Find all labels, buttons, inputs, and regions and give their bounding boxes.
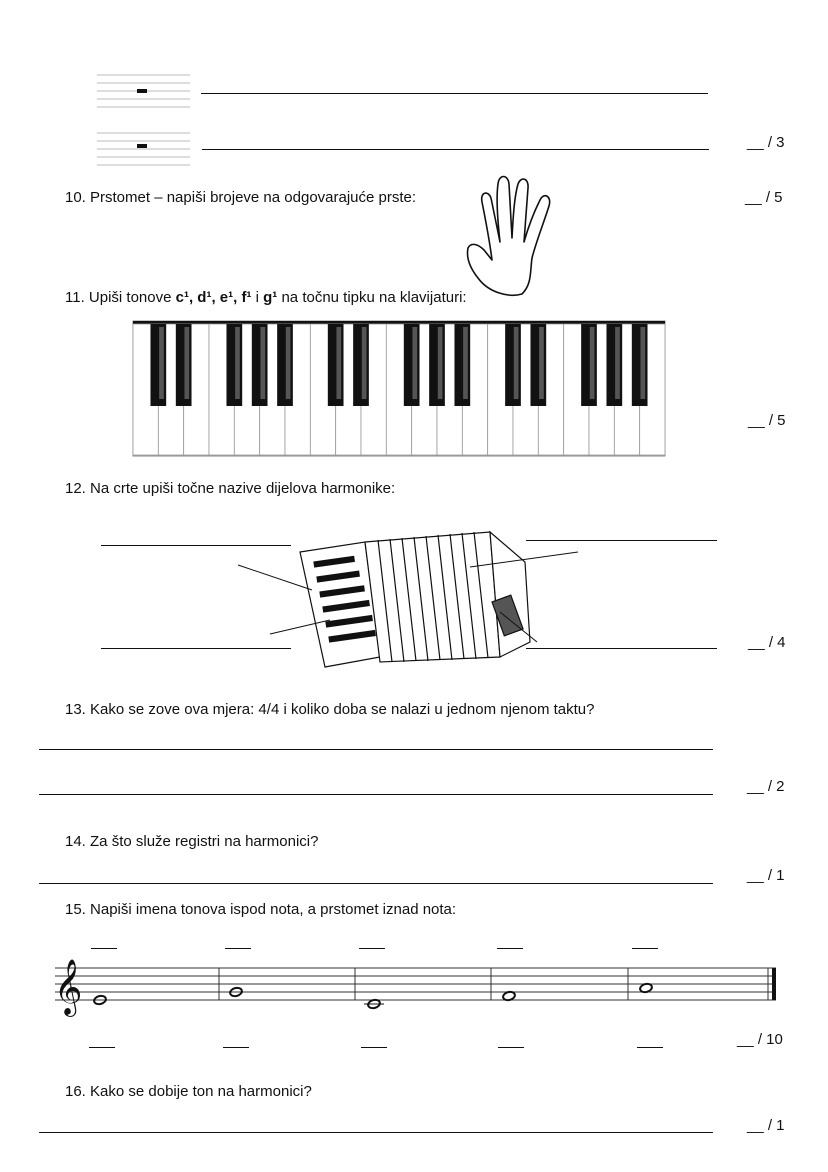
score-q14: __ / 1 xyxy=(747,867,785,884)
fingering-blank[interactable] xyxy=(359,948,385,949)
black-key-highlight xyxy=(640,327,645,399)
note-name-blank[interactable] xyxy=(498,1047,524,1048)
score-q9: __ / 3 xyxy=(747,134,785,151)
black-key-highlight xyxy=(539,327,544,399)
question-11: 11. Upiši tonove c¹, d¹, e¹, f¹ i g¹ na točnu tipku na klavijaturi: xyxy=(65,289,467,306)
answer-line[interactable] xyxy=(201,93,708,94)
black-key-highlight xyxy=(235,327,240,399)
staff-rest-2 xyxy=(97,130,192,172)
black-key-highlight xyxy=(438,327,443,399)
answer-line[interactable] xyxy=(202,149,709,150)
note-name-blank[interactable] xyxy=(361,1047,387,1048)
svg-text:𝄞: 𝄞 xyxy=(54,959,83,1015)
answer-line[interactable] xyxy=(39,749,713,750)
note-name-blank[interactable] xyxy=(223,1047,249,1048)
black-key-highlight xyxy=(184,327,189,399)
answer-line[interactable] xyxy=(39,883,713,884)
fingering-blank[interactable] xyxy=(497,948,523,949)
black-key[interactable] xyxy=(328,324,344,406)
black-key-highlight xyxy=(260,327,265,399)
hand-outline-icon[interactable] xyxy=(460,172,580,302)
black-key-highlight xyxy=(514,327,519,399)
score-q11: __ / 5 xyxy=(748,412,786,429)
score-q10: __ / 5 xyxy=(745,189,783,206)
black-key-highlight xyxy=(615,327,620,399)
black-key-highlight xyxy=(412,327,417,399)
black-key[interactable] xyxy=(454,324,470,406)
answer-line[interactable] xyxy=(39,1132,713,1133)
black-key-highlight xyxy=(362,327,367,399)
black-key-highlight xyxy=(336,327,341,399)
note-name-blank[interactable] xyxy=(637,1047,663,1048)
fingering-blank[interactable] xyxy=(632,948,658,949)
score-q12: __ / 4 xyxy=(748,634,786,651)
fingering-blank[interactable] xyxy=(225,948,251,949)
question-10: 10. Prstomet – napiši brojeve na odgovarajuće prste: xyxy=(65,189,417,206)
black-key[interactable] xyxy=(226,324,242,406)
black-key-highlight xyxy=(159,327,164,399)
question-16: 16. Kako se dobije ton na harmonici? xyxy=(65,1083,312,1100)
black-key-highlight xyxy=(286,327,291,399)
score-q16: __ / 1 xyxy=(747,1117,785,1134)
score-q13: __ / 2 xyxy=(747,778,785,795)
piano-keyboard[interactable] xyxy=(133,321,665,456)
accordion-illustration xyxy=(230,522,590,672)
black-key-highlight xyxy=(590,327,595,399)
staff-rest-1 xyxy=(97,72,192,112)
question-12: 12. Na crte upiši točne nazive dijelova harmonike: xyxy=(65,480,396,497)
black-key[interactable] xyxy=(150,324,166,406)
question-15: 15. Napiši imena tonova ispod nota, a prstomet iznad nota: xyxy=(65,901,457,918)
black-key-highlight xyxy=(463,327,468,399)
answer-line[interactable] xyxy=(39,794,713,795)
score-q15: __ / 10 xyxy=(737,1031,783,1048)
question-14: 14. Za što služe registri na harmonici? xyxy=(65,833,319,850)
question-13: 13. Kako se zove ova mjera: 4/4 i koliko doba se nalazi u jednom njenom taktu? xyxy=(65,701,595,718)
note-name-blank[interactable] xyxy=(89,1047,115,1048)
fingering-blank[interactable] xyxy=(91,948,117,949)
music-staff xyxy=(50,955,780,1015)
